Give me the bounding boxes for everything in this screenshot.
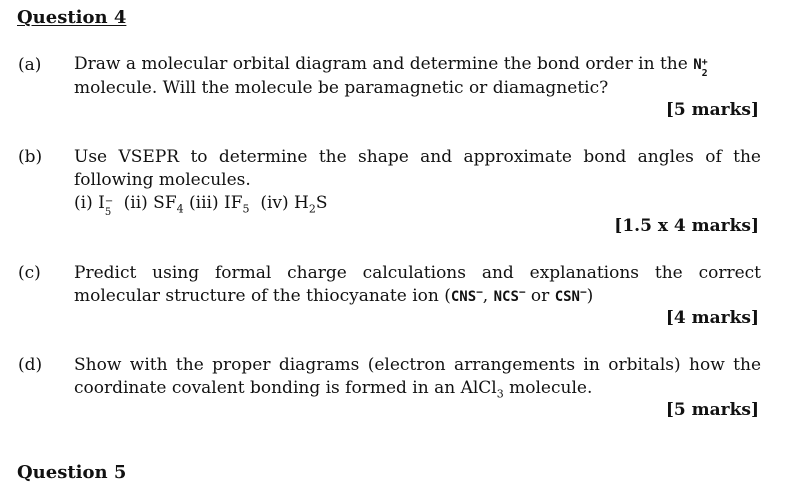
part-b-marks: [1.5 x 4 marks]: [614, 216, 759, 236]
part-b-molecule-list: (i) I − 5 (ii) $SF_4$ (iii) $IF_5$ (iv) $H_2S$: [74, 193, 328, 218]
part-a-text: [74, 53, 761, 100]
i5-ion-scripts: − 5: [104, 196, 114, 218]
part-b-text: [74, 146, 761, 218]
ion-csn: CSN−: [554, 285, 587, 305]
part-d-label: (d): [18, 355, 43, 375]
part-a-line2: molecule. Will the molecule be paramagnetic or diamagnetic?: [74, 78, 609, 98]
ion-ncs: NCS−: [493, 285, 526, 305]
part-c-text: Predict using formal charge calculations and explanations the correct molecular structure of the thiocyanate ion (CNS−, NCS− or CSN−): [74, 263, 761, 306]
part-c-label: (c): [18, 263, 41, 283]
question-title: Question 4: [17, 7, 127, 28]
part-b-question: Use VSEPR to determine the shape and approximate bond angles of the following molecules.: [74, 147, 761, 190]
n2-plus-formula: N + 2: [693, 57, 708, 79]
part-a-label: (a): [18, 55, 42, 75]
part-b-label: (b): [18, 147, 43, 167]
part-a-marks: [5 marks]: [665, 100, 759, 120]
part-d-marks: [5 marks]: [665, 400, 759, 420]
part-c-marks: [4 marks]: [665, 308, 759, 328]
ion-cns: CNS−: [450, 285, 483, 305]
part-a-line1: Draw a molecular orbital diagram and determine the bond order in the: [74, 54, 694, 74]
next-question-title: Question 5: [17, 462, 127, 483]
part-d-text: Show with the proper diagrams (electron arrangements in orbitals) how the coordinate covalent bonding is formed in an AlCl$_3$ molecule.: [74, 355, 761, 401]
